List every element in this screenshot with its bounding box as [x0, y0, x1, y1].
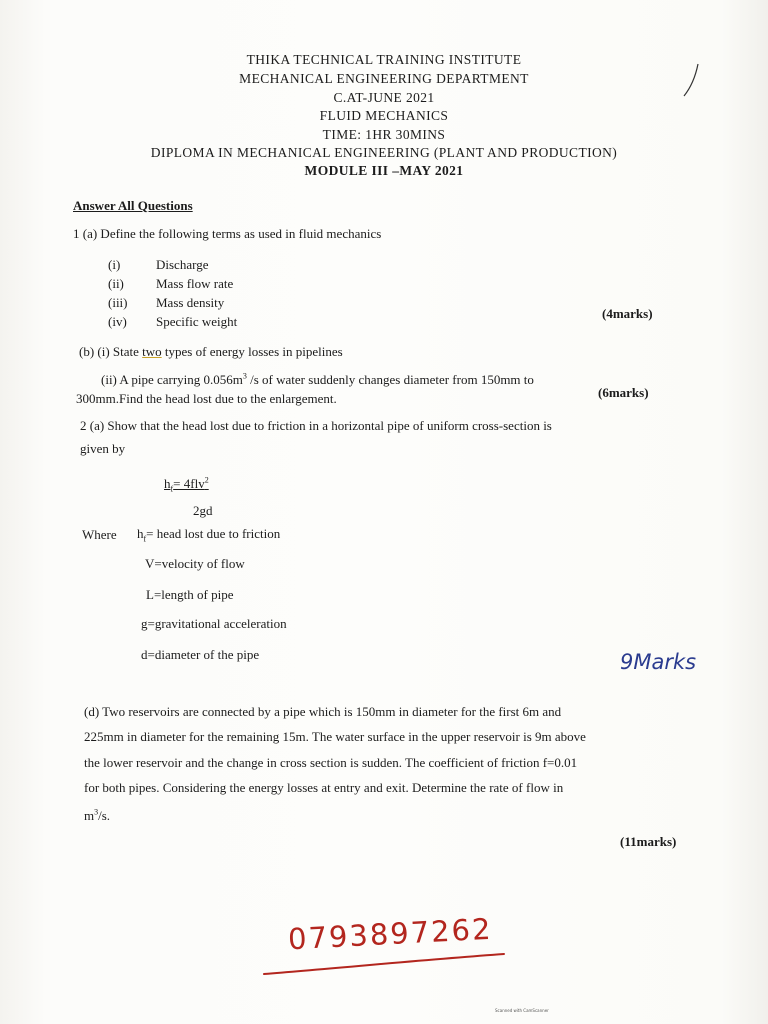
- q2a-line2: given by: [80, 441, 126, 456]
- institute-name: THIKA TECHNICAL TRAINING INSTITUTE: [246, 52, 522, 67]
- q1b-i-text: (b) (i) State two types of energy losses in pipelines: [79, 344, 343, 359]
- scanner-watermark: Scanned with CamScanner: [495, 1008, 549, 1013]
- subject-title: FLUID MECHANICS: [319, 108, 449, 123]
- q2d-line1: (d) Two reservoirs are connected by a pipe which is 150mm in diameter for the first 6m and: [84, 704, 562, 719]
- q2d-line2: 225mm in diameter for the remaining 15m. The water surface in the upper reservoir is 9m above: [84, 729, 586, 744]
- q2d-line5: $m^3/s$.: [84, 807, 111, 823]
- q2d-marks: (11marks): [620, 834, 677, 849]
- term-1: Discharge: [156, 257, 209, 272]
- def-gravity: g=gravitational acceleration: [141, 616, 287, 631]
- exam-time: TIME: 1HR 30MINS: [322, 127, 446, 142]
- where-label: Where: [82, 527, 117, 542]
- q2a-line1: 2 (a) Show that the head lost due to friction in a horizontal pipe of uniform cross-section is: [80, 418, 552, 433]
- q2d-line3: the lower reservoir and the change in cross section is sudden. The coefficient of friction f=0.01: [84, 755, 578, 770]
- def-diameter: d=diameter of the pipe: [141, 647, 260, 662]
- term-num-4: (iv): [108, 314, 127, 329]
- term-num-1: (i): [108, 257, 121, 272]
- q1a-marks: (4marks): [602, 306, 653, 321]
- formula-denominator: 2gd: [193, 503, 213, 518]
- module-title: MODULE III –MAY 2021: [304, 163, 464, 178]
- q1b-marks: (6marks): [598, 385, 649, 400]
- def-velocity: V=velocity of flow: [145, 556, 245, 571]
- department-name: MECHANICAL ENGINEERING DEPARTMENT: [239, 71, 529, 86]
- red-pen-underline: [260, 950, 510, 980]
- instructions-heading: Answer All Questions: [73, 198, 193, 213]
- pen-stroke-mark: [676, 60, 706, 100]
- term-num-3: (iii): [108, 295, 128, 310]
- formula-numerator: $h_f= 4flv^2$: [164, 475, 209, 494]
- q1a-text: 1 (a) Define the following terms as used in fluid mechanics: [73, 226, 382, 241]
- def-length: L=length of pipe: [146, 587, 234, 602]
- term-4: Specific weight: [156, 314, 238, 329]
- handwritten-phone-number: 0793897262: [287, 911, 494, 957]
- course-title: DIPLOMA IN MECHANICAL ENGINEERING (PLANT AND PRODUCTION): [150, 145, 618, 160]
- term-num-2: (ii): [108, 276, 124, 291]
- cat-title: C.AT-JUNE 2021: [333, 90, 435, 105]
- term-3: Mass density: [156, 295, 225, 310]
- def-head-lost: $h_f=$ head lost due to friction: [137, 526, 281, 544]
- q1b-ii-line2: 300mm.Find the head lost due to the enlargement.: [76, 391, 337, 406]
- q2d-line4: for both pipes. Considering the energy losses at entry and exit. Determine the rate of flow in: [84, 780, 564, 795]
- handwritten-marks: 9Marks: [620, 650, 697, 674]
- q1b-ii-line1: (ii) A pipe carrying $0.056m^3$ /s of water suddenly changes diameter from 150mm to: [101, 371, 534, 387]
- term-2: Mass flow rate: [156, 276, 234, 291]
